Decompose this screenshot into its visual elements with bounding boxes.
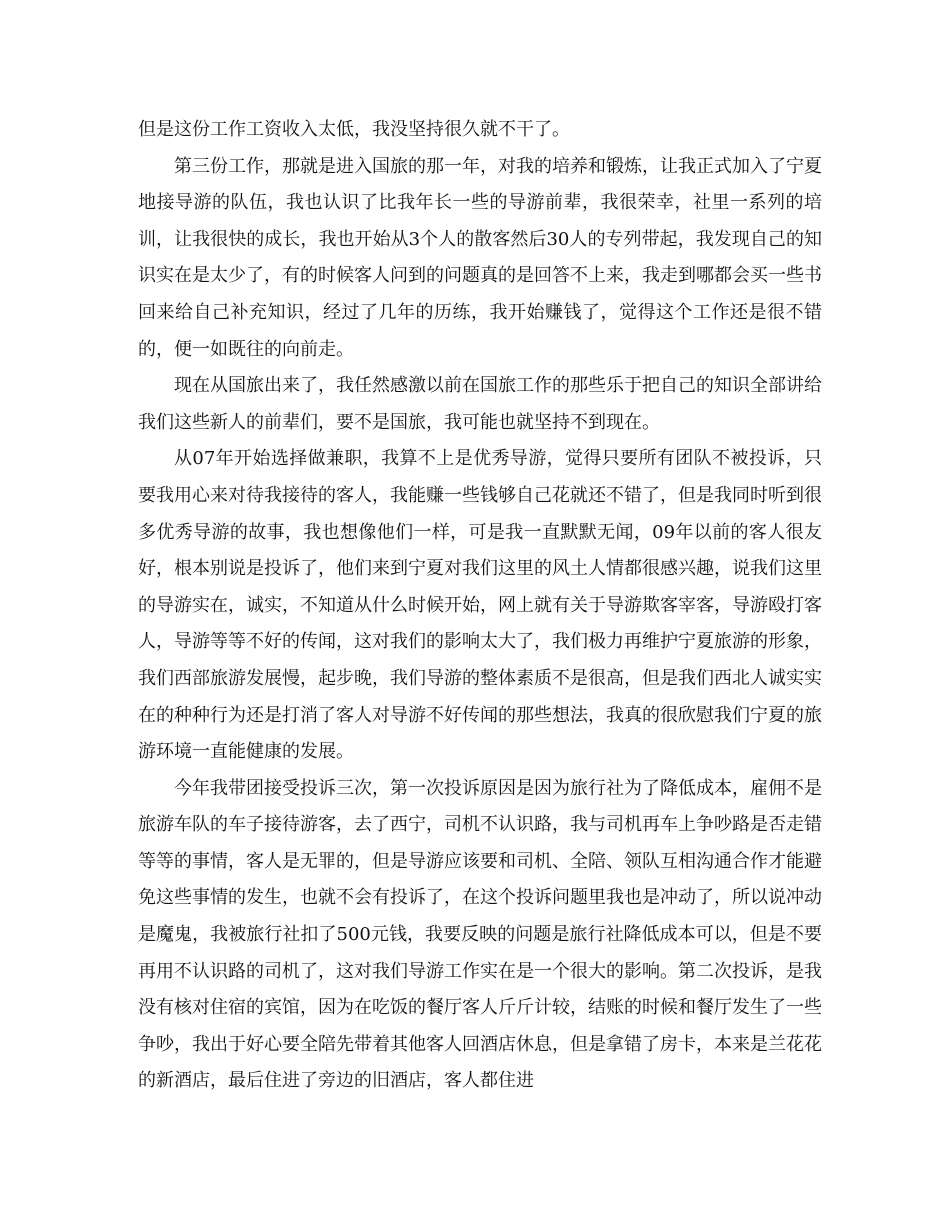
paragraph: 但是这份工作工资收入太低，我没坚持很久就不干了。 — [138, 119, 570, 140]
paragraph: 现在从国旅出来了，我任然感激以前在国旅工作的那些乐于把自己的知识全部讲给我们这些新人的前辈们，要不是国旅，我可能也就坚持不到现在。 — [138, 375, 822, 433]
paragraph: 第三份工作，那就是进入国旅的那一年，对我的培养和锻炼，让我正式加入了宁夏地接导游的队伍，我也认识了比我年长一些的导游前辈，我很荣幸，社里一系列的培训，让我很快的成长，我也开始从3个人的散客然后30人的专列带起，我发现自己的知识实在是太少了，有的时候客人问到的问题真的是回答不上来，我走到哪都会买一些书回来给自己补充知识，经过了几年的历练，我开始赚钱了，觉得这个工作还是很不错的，便一如既往的向前走。 — [138, 155, 822, 360]
paragraph: 今年我带团接受投诉三次，第一次投诉原因是因为旅行社为了降低成本，雇佣不是旅游车队的车子接待游客，去了西宁，司机不认识路，我与司机再车上争吵路是否走错等等的事情，客人是无罪的，但是导游应该要和司机、全陪、领队互相沟通合作才能避免这些事情的发生，也就不会有投诉了，在这个投诉问题里我也是冲动了，所以说冲动是魔鬼，我被旅行社扣了500元钱，我要反映的问题是旅行社降低成本可以，但是不要再用不认识路的司机了，这对我们导游工作实在是一个很大的影响。第二次投诉，是我没有核对住宿的宾馆，因为在吃饭的餐厅客人斤斤计较，结账的时候和餐厅发生了一些争吵，我出于好心要全陪先带着其他客人回酒店休息，但是拿错了房卡，本来是兰花花的新酒店，最后住进了旁边的旧酒店，客人都住进 — [138, 777, 822, 1092]
paragraph: 从07年开始选择做兼职，我算不上是优秀导游，觉得只要所有团队不被投诉，只要我用心来对待我接待的客人，我能赚一些钱够自己花就还不错了，但是我同时听到很多优秀导游的故事，我也想像他们一样，可是我一直默默无闻，09年以前的客人很友好，根本别说是投诉了，他们来到宁夏对我们这里的风土人情都很感兴趣，说我们这里的导游实在，诚实，不知道从什么时候开始，网上就有关于导游欺客宰客，导游殴打客人，导游等等不好的传闻，这对我们的影响太大了，我们极力再维护宁夏旅游的形象，我们西部旅游发展慢，起步晚，我们导游的整体素质不是很高，但是我们西北人诚实实在的种种行为还是打消了客人对导游不好传闻的那些想法，我真的很欣慰我们宁夏的旅游环境一直能健康的发展。 — [138, 448, 822, 763]
document-body — [138, 112, 822, 1100]
